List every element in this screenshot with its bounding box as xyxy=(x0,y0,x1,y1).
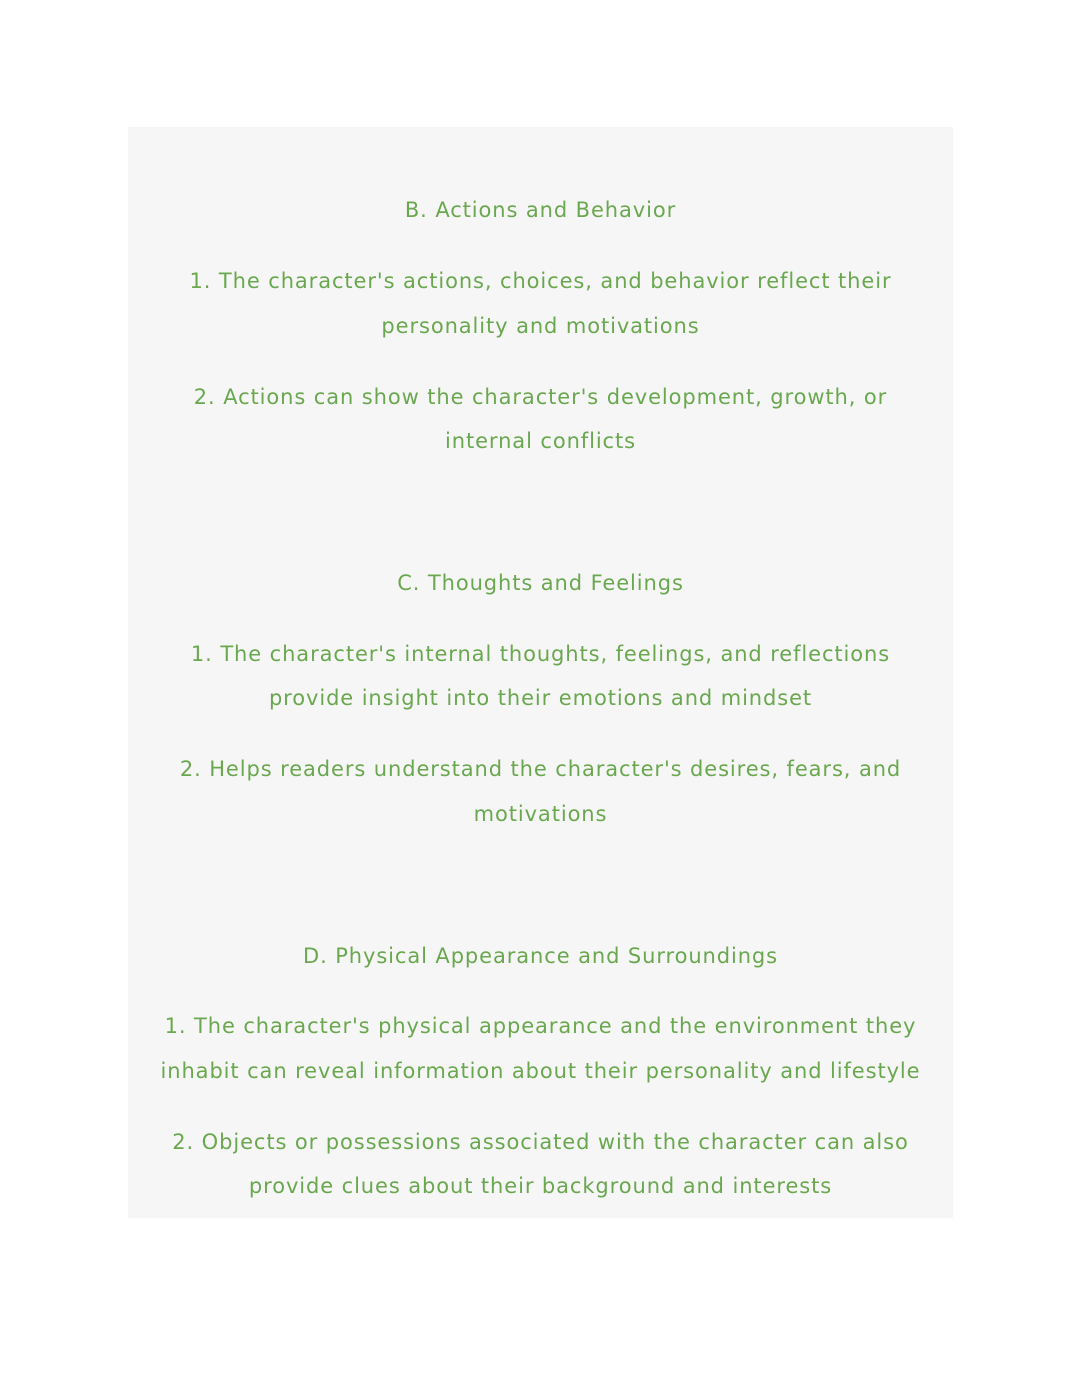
section-b-point-1-line-1: 1. The character's actions, choices, and behavior reflect their xyxy=(189,269,892,293)
section-c-point-2-line-2: motivations xyxy=(473,802,608,826)
section-c-point-1-line-1: 1. The character's internal thoughts, feelings, and reflections xyxy=(190,642,891,666)
section-d-point-1-line-1: 1. The character's physical appearance and the environment they xyxy=(164,1014,917,1038)
section-heading-d: D. Physical Appearance and Surroundings xyxy=(303,944,778,968)
section-b-point-2-line-2: internal conflicts xyxy=(445,429,636,453)
section-heading-b: B. Actions and Behavior xyxy=(404,198,677,222)
section-heading-c: C. Thoughts and Feelings xyxy=(397,571,684,595)
section-d-point-2-line-2: provide clues about their background and interests xyxy=(248,1174,833,1198)
section-b-point-2-line-1: 2. Actions can show the character's development, growth, or xyxy=(193,385,888,409)
section-c-point-1-line-2: provide insight into their emotions and mindset xyxy=(268,686,813,710)
section-d-point-1-line-2: inhabit can reveal information about their personality and lifestyle xyxy=(160,1059,921,1083)
content-card xyxy=(128,127,953,1218)
section-d-point-2-line-1: 2. Objects or possessions associated with the character can also xyxy=(172,1130,909,1154)
section-b-point-1-line-2: personality and motivations xyxy=(381,314,700,338)
section-c-point-2-line-1: 2. Helps readers understand the character's desires, fears, and xyxy=(179,757,902,781)
